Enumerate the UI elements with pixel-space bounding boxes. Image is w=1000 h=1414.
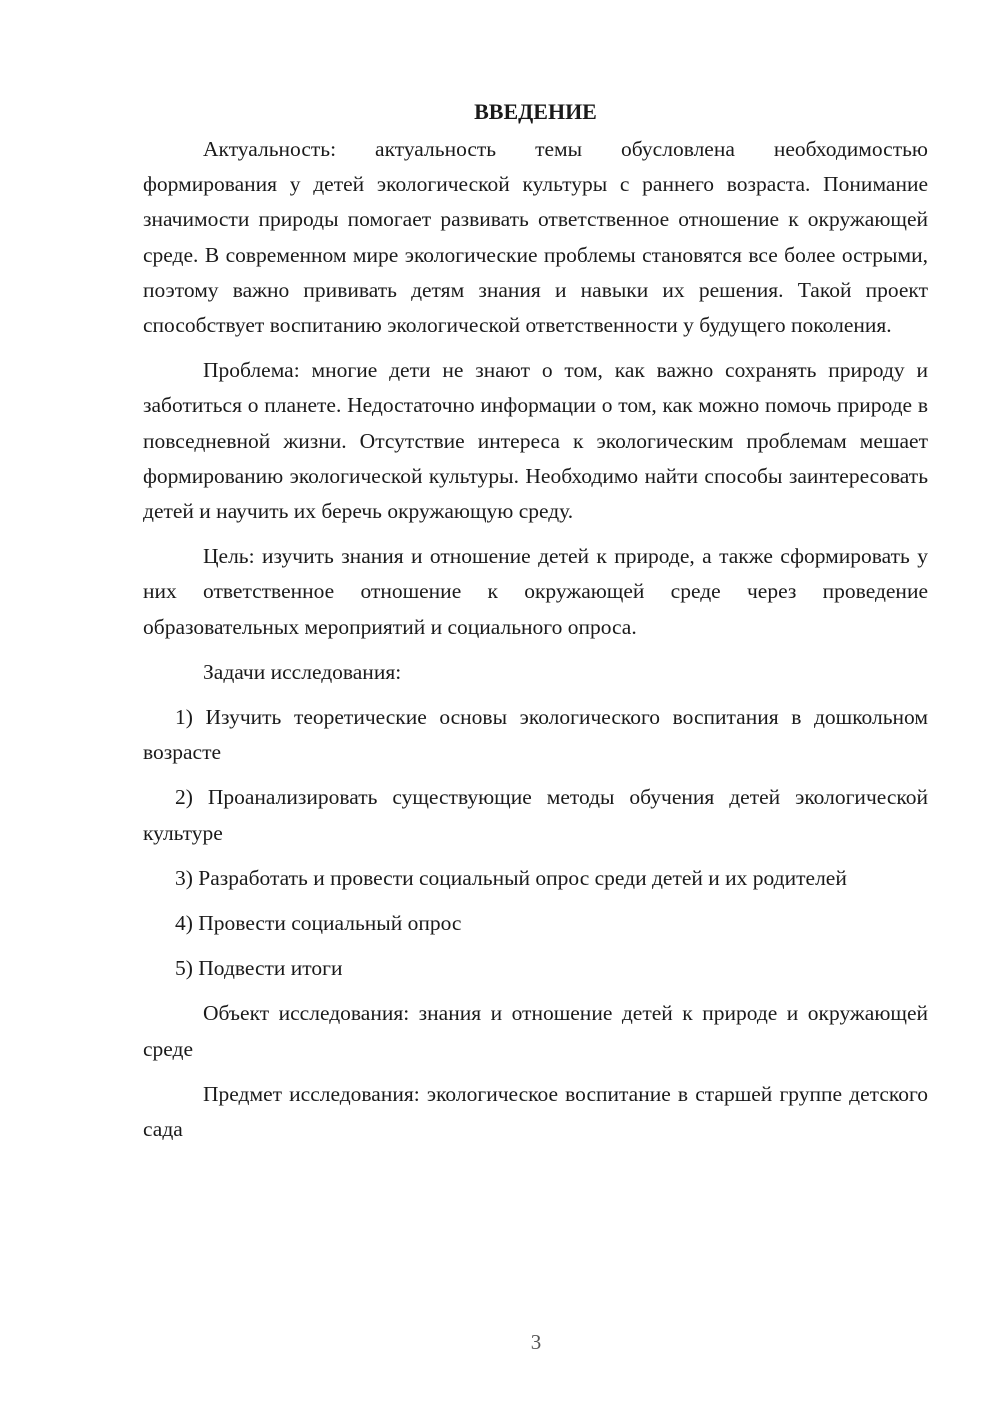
task-item-5: 5) Подвести итоги bbox=[175, 956, 343, 981]
object-paragraph: Объект исследования: знания и отношение детей к природе и окружающей среде bbox=[143, 1001, 928, 1061]
page-number: 3 bbox=[530, 1330, 542, 1354]
goal-paragraph: Цель: изучить знания и отношение детей к природе, а также сформировать у них ответственное отношение к окружающей среде через проведение образовательных мероприятий и социального опроса. bbox=[143, 544, 928, 639]
document-page bbox=[143, 94, 928, 1147]
task-item-1: 1) Изучить теоретические основы экологического воспитания в дошкольном возрасте bbox=[143, 705, 928, 765]
tasks-heading: Задачи исследования: bbox=[203, 659, 402, 684]
page-title: ВВЕДЕНИЕ bbox=[474, 99, 597, 124]
task-item-3: 3) Разработать и провести социальный опрос среди детей и их родителей bbox=[175, 865, 847, 890]
problem-paragraph: Проблема: многие дети не знают о том, как важно сохранять природу и заботиться о планете. Недостаточно информации о том, как можно помочь природе в повседневной жизни. Отсутствие интереса к экологическим проблемам мешает формированию экологической культуры. Необходимо найти способы заинтересовать детей и научить их беречь окружающую среду. bbox=[143, 358, 928, 524]
task-item-4: 4) Провести социальный опрос bbox=[175, 911, 462, 936]
subject-paragraph: Предмет исследования: экологическое воспитание в старшей группе детского сада bbox=[143, 1081, 928, 1142]
task-item-2: 2) Проанализировать существующие методы обучения детей экологической культуре bbox=[143, 785, 928, 845]
relevance-paragraph: Актуальность: актуальность темы обусловлена необходимостью формирования у детей экологической культуры с раннего возраста. Понимание значимости природы помогает развивать ответственное отношение к окружающей среде. В современном мире экологические проблемы становятся все более острыми, поэтому важно прививать детям знания и навыки их решения. Такой проект способствует воспитанию экологической ответственности у будущего поколения. bbox=[143, 137, 928, 338]
